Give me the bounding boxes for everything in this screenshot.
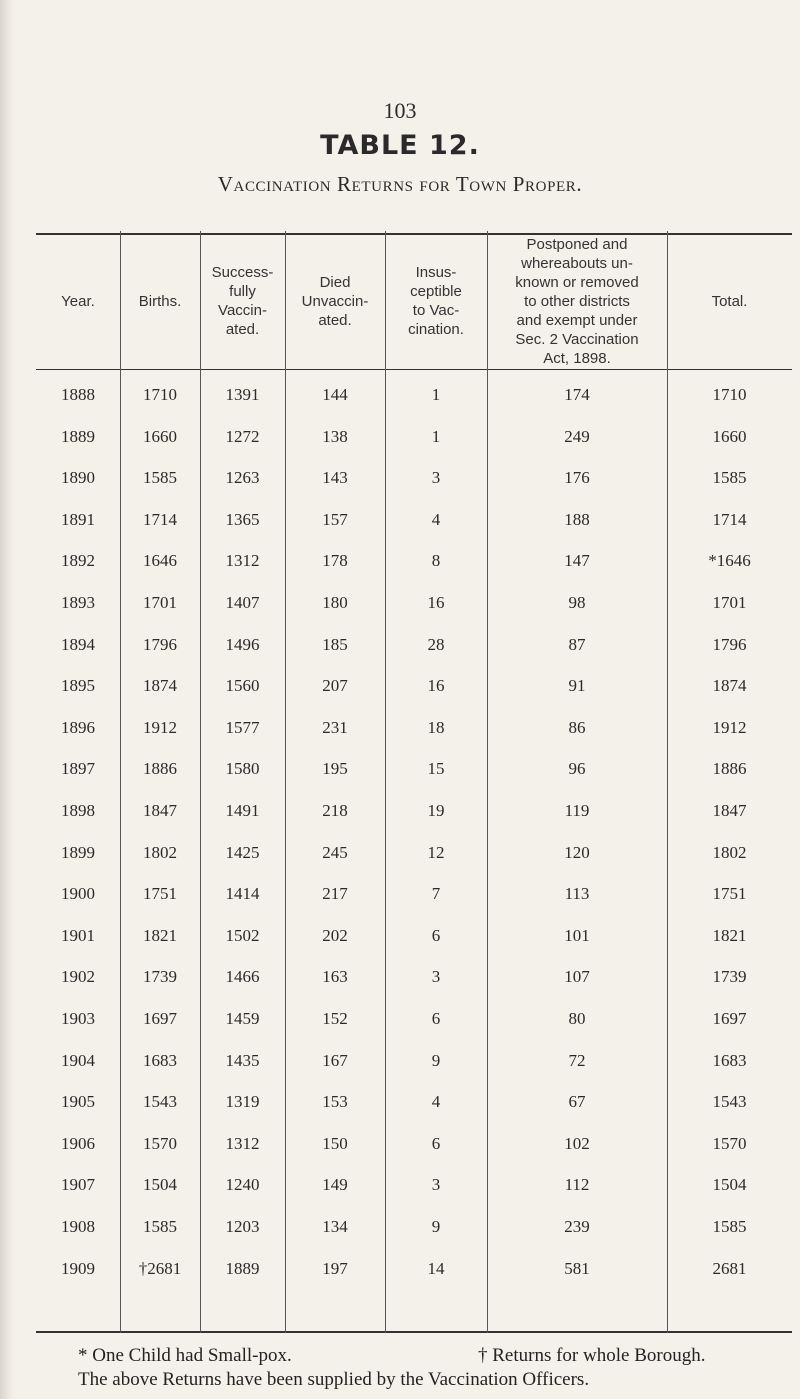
cell-insusceptible: 4 [431,509,441,529]
cell-total: 1504 [712,1175,747,1195]
cell-total: 1585 [712,468,747,488]
cell-successfully-vaccinated: 1466 [225,967,260,987]
cell-year: 1894 [61,634,95,654]
cell-births: 1585 [143,1217,177,1236]
cell-successfully-vaccinated: 1407 [225,593,260,612]
cell-year: 1909 [61,1258,95,1278]
cell-total: 1874 [712,676,747,696]
header-died-unvaccinated: Died Unvaccin- ated. [301,273,369,329]
header-postponed: Postponed and whereabouts un- known or removed to other districts and exempt under Sec. 2 Vaccination Act, 1898. [515,235,639,367]
cell-total: 1683 [712,1050,747,1070]
cell-postponed: 147 [564,551,590,571]
cell-insusceptible: 12 [427,842,445,862]
cell-births: 1504 [143,1175,177,1195]
cell-total: 1660 [712,426,747,446]
cell-insusceptible: 7 [431,884,441,904]
header-total: Total. [711,292,748,310]
cell-births: 1886 [143,759,177,779]
cell-insusceptible: 19 [427,801,445,820]
cell-successfully-vaccinated: 1577 [225,717,260,737]
cell-total: 1710 [712,385,747,404]
cell-died-unvaccinated: 245 [322,842,348,862]
footnote-small-pox: * One Child had Small-pox. [78,1345,292,1366]
cell-successfully-vaccinated: 1889 [225,1258,260,1278]
book-spine-shadow [0,0,14,1399]
cell-year: 1889 [61,426,95,446]
cell-died-unvaccinated: 163 [322,967,348,987]
cell-year: 1904 [61,1050,95,1070]
cell-died-unvaccinated: 153 [322,1092,348,1112]
cell-total: 1847 [712,801,747,820]
cell-insusceptible: 3 [431,1175,441,1195]
cell-total: 1821 [712,925,747,945]
table-title: TABLE 12. [320,130,480,161]
cell-year: 1898 [61,801,95,820]
cell-successfully-vaccinated: 1391 [225,385,260,404]
page-number: 103 [383,98,417,123]
cell-insusceptible: 6 [431,925,441,945]
cell-died-unvaccinated: 218 [322,801,348,820]
cell-total: 1912 [712,717,747,737]
cell-successfully-vaccinated: 1560 [225,676,260,696]
cell-successfully-vaccinated: 1496 [225,634,260,654]
cell-successfully-vaccinated: 1312 [225,1133,260,1153]
cell-year: 1890 [61,468,95,488]
cell-year: 1900 [61,884,95,904]
cell-year: 1895 [61,676,95,696]
cell-births: 1646 [143,551,177,571]
cell-births: 1701 [143,593,177,612]
cell-insusceptible: 1 [431,385,441,404]
cell-postponed: 91 [568,676,586,696]
header-births: Births. [138,292,182,310]
cell-total: 1802 [712,842,747,862]
cell-insusceptible: 18 [427,717,445,737]
cell-postponed: 239 [564,1217,590,1236]
cell-postponed: 107 [564,967,590,987]
cell-successfully-vaccinated: 1203 [225,1217,260,1236]
cell-births: 1847 [143,801,177,820]
cell-insusceptible: 16 [427,676,445,696]
cell-births: 1660 [143,426,177,446]
cell-died-unvaccinated: 207 [322,676,348,696]
cell-successfully-vaccinated: 1240 [225,1175,260,1195]
cell-insusceptible: 9 [431,1217,441,1236]
cell-died-unvaccinated: 180 [322,593,348,612]
cell-died-unvaccinated: 197 [322,1258,348,1278]
cell-year: 1892 [61,551,95,571]
cell-births: 1751 [143,884,177,904]
cell-died-unvaccinated: 150 [322,1133,348,1153]
cell-successfully-vaccinated: 1312 [225,551,260,571]
cell-insusceptible: 6 [431,1133,441,1153]
cell-postponed: 67 [568,1092,586,1112]
header-insusceptible: Insus- ceptible to Vac- cination. [408,264,464,338]
cell-died-unvaccinated: 217 [322,884,348,904]
cell-postponed: 102 [564,1133,590,1153]
cell-postponed: 101 [564,925,590,945]
cell-total: 1751 [712,884,747,904]
cell-postponed: 120 [564,842,590,862]
cell-year: 1901 [61,925,95,945]
cell-births: 1714 [143,509,177,529]
cell-insusceptible: 4 [431,1092,441,1112]
cell-died-unvaccinated: 149 [322,1175,348,1195]
cell-births: 1543 [143,1092,177,1112]
cell-successfully-vaccinated: 1502 [225,925,260,945]
cell-insusceptible: 14 [427,1258,445,1278]
cell-insusceptible: 28 [427,634,445,654]
cell-insusceptible: 6 [431,1009,441,1028]
cell-year: 1905 [61,1092,95,1112]
cell-total: *1646 [708,551,751,571]
cell-births: 1912 [143,717,177,737]
cell-year: 1896 [61,717,95,737]
cell-total: 1585 [712,1217,747,1236]
cell-postponed: 176 [564,468,590,488]
table-top-rule [36,233,792,235]
cell-died-unvaccinated: 195 [322,759,348,779]
cell-year: 1897 [61,759,95,779]
cell-postponed: 188 [564,509,590,529]
cell-died-unvaccinated: 157 [322,509,348,529]
cell-successfully-vaccinated: 1425 [225,842,260,862]
cell-births: 1570 [143,1133,177,1153]
cell-died-unvaccinated: 138 [322,426,348,446]
cell-births: 1683 [143,1050,177,1070]
cell-postponed: 72 [568,1050,586,1070]
table-subtitle: Vaccination Returns for Town Proper. [217,172,583,196]
cell-year: 1888 [61,385,95,404]
cell-year: 1893 [61,593,95,612]
cell-insusceptible: 3 [431,468,441,488]
cell-total: 1886 [712,759,747,779]
cell-successfully-vaccinated: 1491 [225,801,260,820]
cell-insusceptible: 9 [431,1050,441,1070]
cell-births: 1739 [143,967,177,987]
cell-year: 1902 [61,967,95,987]
cell-total: 2681 [712,1258,747,1278]
cell-postponed: 112 [564,1175,590,1195]
cell-successfully-vaccinated: 1435 [225,1050,260,1070]
cell-postponed: 98 [568,593,586,612]
cell-successfully-vaccinated: 1272 [225,426,260,446]
cell-successfully-vaccinated: 1365 [225,509,260,529]
cell-died-unvaccinated: 134 [322,1217,348,1236]
cell-successfully-vaccinated: 1580 [225,759,260,779]
cell-year: 1891 [61,509,95,529]
cell-died-unvaccinated: 144 [322,385,348,404]
cell-successfully-vaccinated: 1459 [225,1009,260,1028]
cell-died-unvaccinated: 185 [322,634,348,654]
cell-year: 1908 [61,1217,95,1236]
cell-births: 1585 [143,468,177,488]
cell-successfully-vaccinated: 1263 [225,468,260,488]
header-year: Year. [61,292,95,310]
footnote-vaccination-officers: The above Returns have been supplied by the Vaccination Officers. [78,1369,590,1390]
cell-insusceptible: 15 [427,759,445,779]
cell-births: 1821 [143,925,177,945]
cell-year: 1903 [61,1009,95,1028]
cell-died-unvaccinated: 231 [322,717,348,737]
cell-postponed: 174 [564,385,590,404]
cell-year: 1899 [61,842,95,862]
cell-insusceptible: 3 [431,967,441,987]
cell-births: 1697 [143,1009,177,1028]
cell-postponed: 119 [564,801,590,820]
cell-insusceptible: 16 [427,593,445,612]
cell-total: 1697 [712,1009,747,1028]
cell-died-unvaccinated: 167 [322,1050,348,1070]
cell-postponed: 96 [568,759,586,779]
cell-postponed: 80 [568,1009,586,1028]
footnote-whole-borough: † Returns for whole Borough. [478,1345,706,1366]
header-bottom-rule [36,369,792,370]
cell-births: 1802 [143,842,177,862]
cell-total: 1739 [712,967,747,987]
cell-insusceptible: 8 [431,551,441,571]
cell-total: 1796 [712,634,747,654]
cell-insusceptible: 1 [431,426,441,446]
cell-postponed: 249 [564,426,590,446]
header-successfully-vaccinated: Success- fully Vaccin- ated. [211,264,274,338]
cell-births: 1874 [143,676,177,696]
cell-postponed: 87 [568,634,586,654]
cell-died-unvaccinated: 143 [322,468,348,488]
cell-births: 1796 [143,634,177,654]
cell-postponed: 86 [568,717,586,737]
cell-postponed: 581 [564,1258,590,1278]
cell-successfully-vaccinated: 1319 [225,1092,260,1112]
cell-postponed: 113 [564,884,590,904]
cell-year: 1907 [61,1175,95,1195]
cell-total: 1701 [712,593,747,612]
table-bottom-rule [36,1331,792,1333]
cell-births: †2681 [138,1258,182,1278]
cell-total: 1543 [712,1092,747,1112]
cell-died-unvaccinated: 202 [322,925,348,945]
cell-births: 1710 [143,385,177,404]
cell-total: 1714 [712,509,747,529]
cell-died-unvaccinated: 178 [322,551,348,571]
cell-total: 1570 [712,1133,747,1153]
cell-died-unvaccinated: 152 [322,1009,348,1028]
cell-successfully-vaccinated: 1414 [225,884,260,904]
cell-year: 1906 [61,1133,95,1153]
